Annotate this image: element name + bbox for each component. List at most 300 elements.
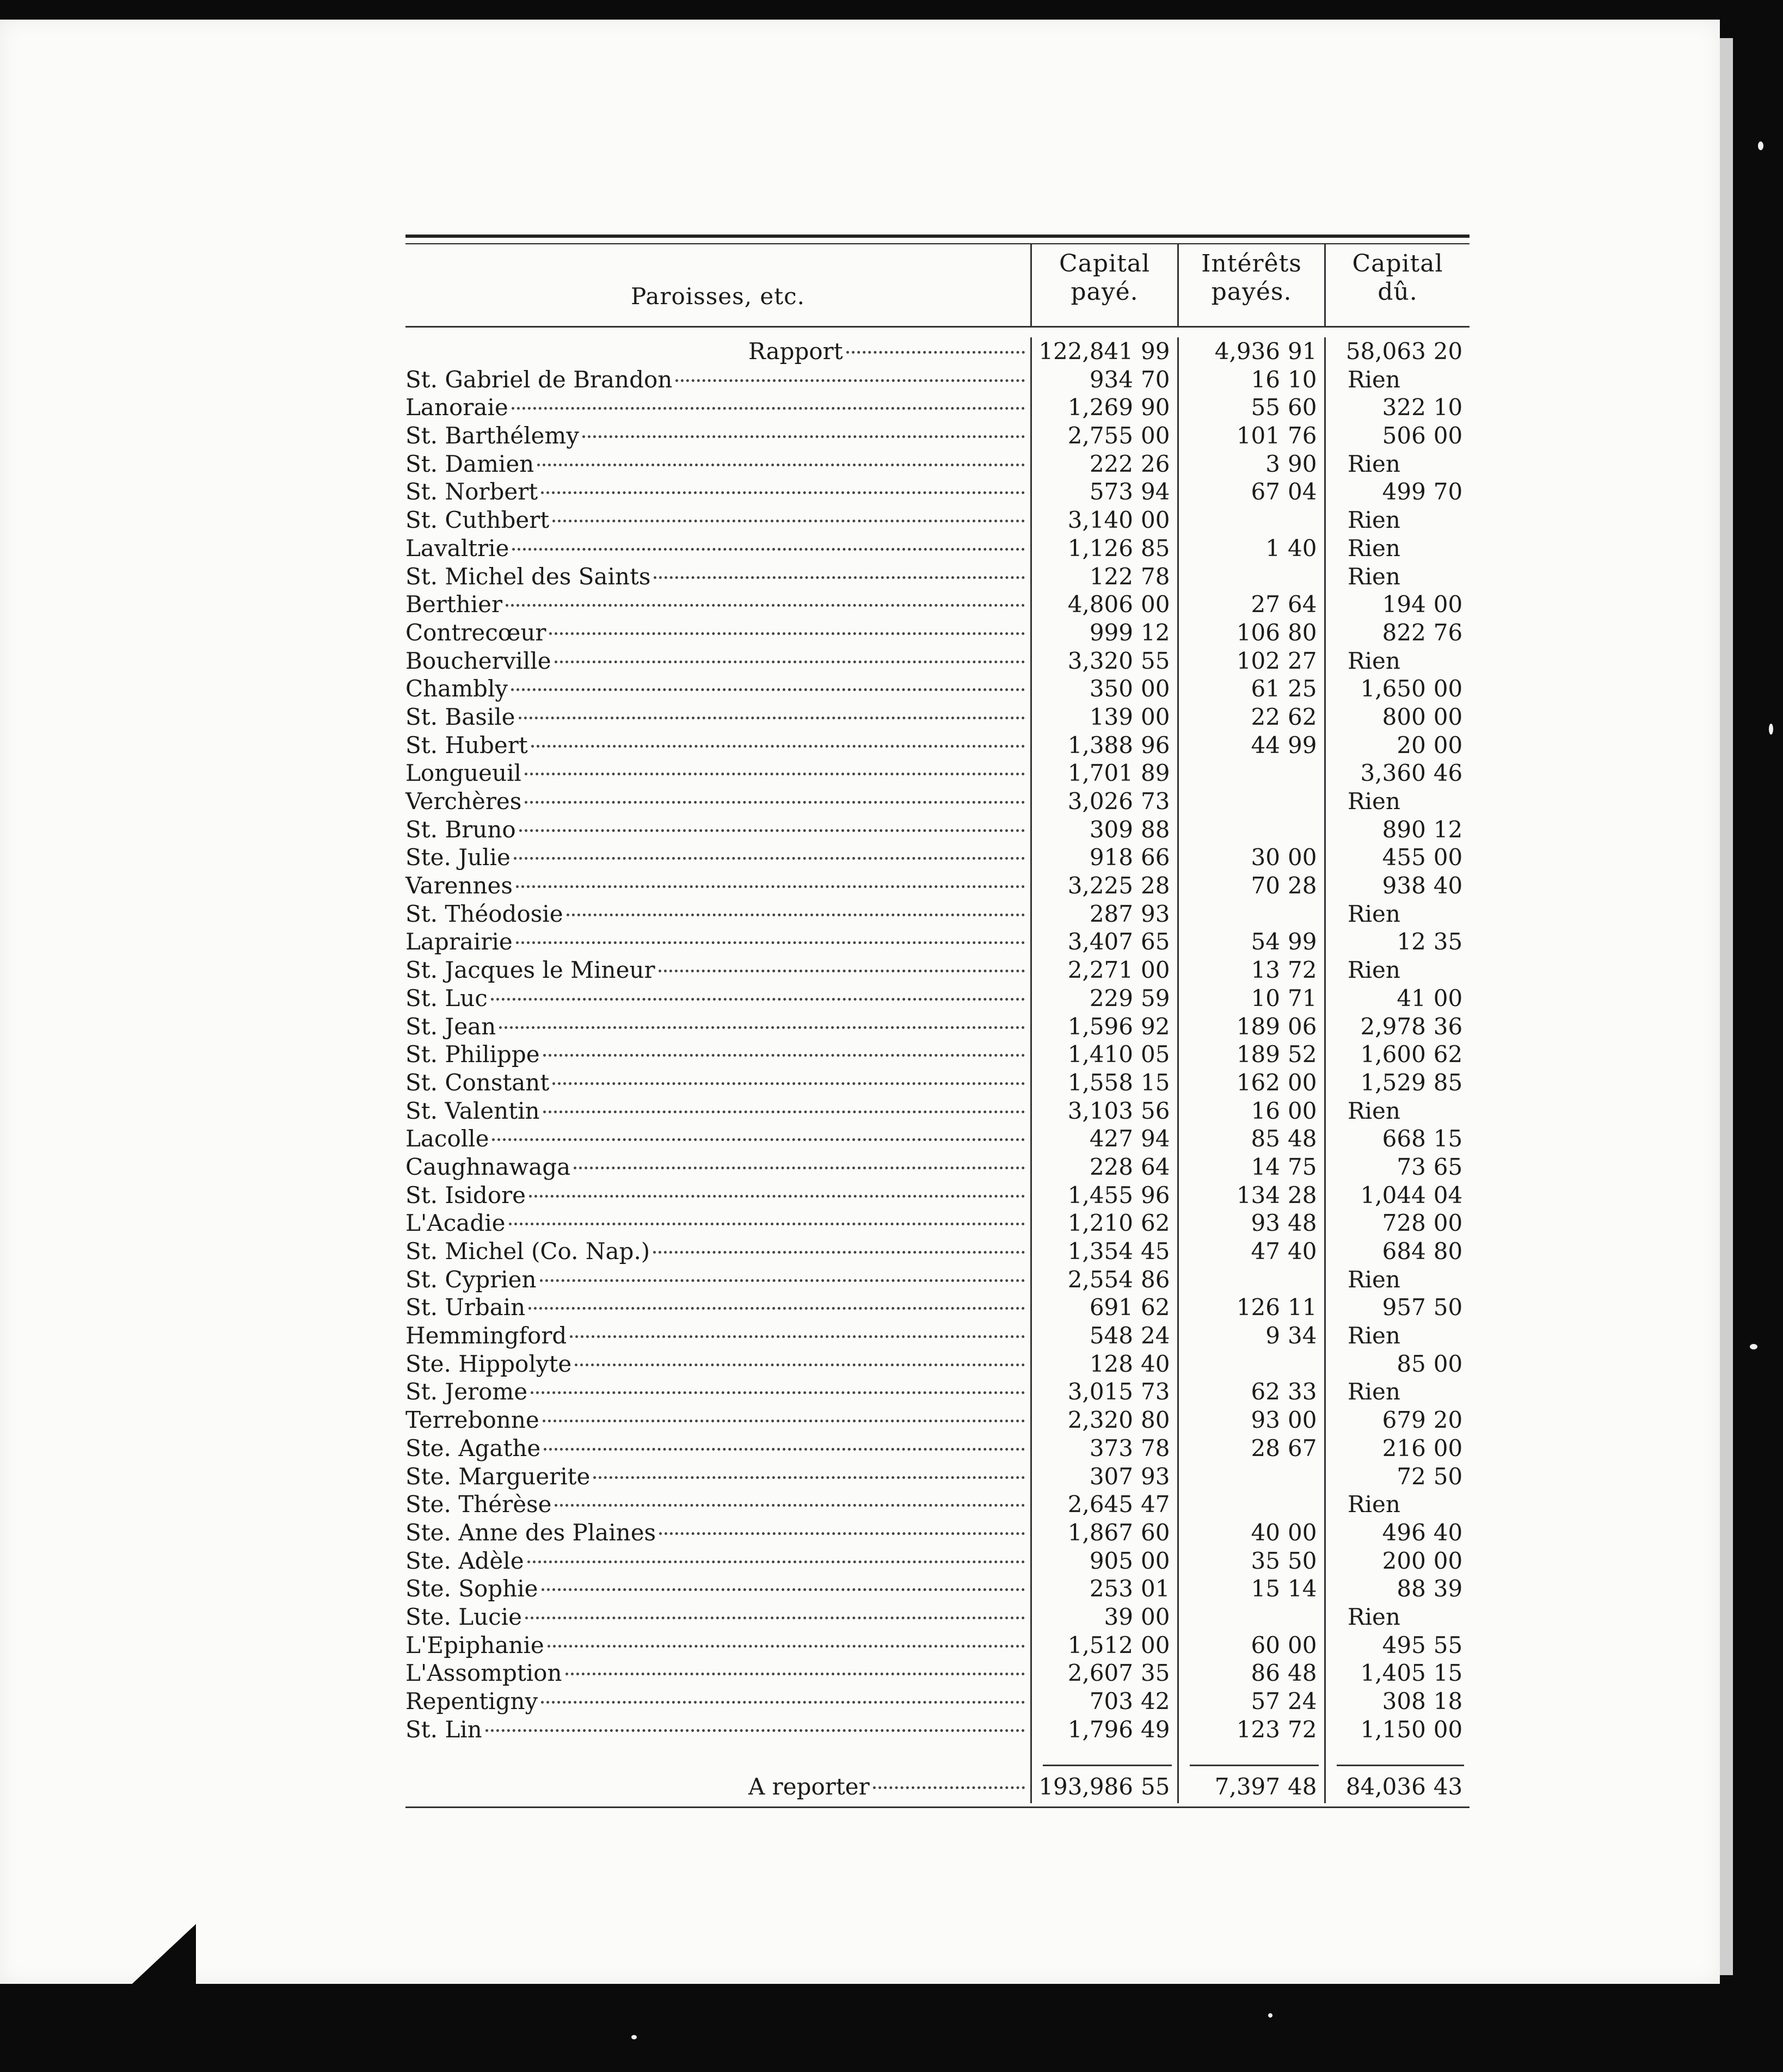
capital-paye-cell	[1030, 1153, 1177, 1181]
capital-paye-cell-cents: 45	[1141, 1238, 1170, 1265]
header-name-cell	[405, 244, 1030, 326]
capital-paye-cell	[1030, 1631, 1177, 1660]
interets-payes-cell	[1177, 1463, 1324, 1491]
parish-name-cell	[405, 1631, 1030, 1660]
total-capital-du-dollars: 84,036	[1345, 1773, 1426, 1800]
interets-payes-cell-dollars: 93	[1251, 1407, 1280, 1434]
capital-paye-cell-dollars: 287	[1089, 900, 1133, 927]
capital-du-cell-rien: Rien	[1348, 1266, 1400, 1293]
interets-payes-cell-dollars: 27	[1251, 591, 1280, 618]
capital-paye-cell-dollars: 373	[1089, 1434, 1133, 1461]
capital-paye-cell-dollars: 307	[1089, 1463, 1133, 1490]
capital-du-cell-cents: 00	[1433, 731, 1463, 758]
capital-paye-cell	[1030, 563, 1177, 591]
parish-name-cell	[405, 759, 1030, 787]
capital-paye-cell	[1030, 478, 1177, 506]
capital-du-cell-dollars: 495	[1382, 1631, 1426, 1658]
capital-du-cell-cents: 00	[1433, 1210, 1463, 1237]
capital-paye-cell	[1030, 843, 1177, 872]
capital-du-cell	[1324, 647, 1470, 675]
parish-name: Ste. Hippolyte	[405, 1350, 572, 1377]
interets-payes-cell	[1177, 1209, 1324, 1237]
capital-paye-cell-cents: 15	[1141, 1069, 1170, 1096]
parish-name: Laprairie	[405, 928, 513, 955]
capital-du-cell	[1324, 1490, 1470, 1519]
interets-payes-cell	[1177, 1490, 1324, 1519]
header-capital-paye-line2: payé.	[1071, 278, 1139, 306]
capital-du-cell-cents: 04	[1433, 1181, 1463, 1208]
sum-rule-interets	[1177, 1743, 1324, 1771]
parish-name: Ste. Anne des Plaines	[405, 1519, 656, 1546]
capital-paye-cell	[1030, 1322, 1177, 1350]
parish-name: St. Bruno	[405, 816, 516, 843]
table-row	[405, 759, 1470, 787]
parish-name: St. Jean	[405, 1013, 496, 1040]
parish-name-cell	[405, 843, 1030, 872]
capital-paye-cell	[1030, 1097, 1177, 1125]
interets-payes-cell	[1177, 1097, 1324, 1125]
interets-payes-cell	[1177, 1293, 1324, 1322]
parish-name: Terrebonne	[405, 1407, 539, 1434]
interets-payes-cell	[1177, 1406, 1324, 1434]
capital-du-cell	[1324, 1322, 1470, 1350]
capital-du-cell	[1324, 1125, 1470, 1153]
interets-payes-cell-dollars: 126	[1236, 1294, 1280, 1321]
interets-payes-cell-dollars: 54	[1251, 928, 1280, 955]
capital-paye-cell-dollars: 253	[1089, 1575, 1133, 1602]
header-capital-paye-cell	[1030, 244, 1177, 326]
capital-paye-cell	[1030, 675, 1177, 703]
interets-payes-cell-cents: 00	[1288, 1631, 1317, 1658]
capital-paye-cell-dollars: 128	[1089, 1350, 1133, 1377]
document-page	[0, 20, 1720, 1984]
capital-paye-cell-cents: 55	[1141, 647, 1170, 674]
capital-paye-cell-cents: 94	[1141, 1125, 1170, 1152]
capital-du-cell	[1324, 422, 1470, 450]
parish-name-cell	[405, 1125, 1030, 1153]
table-row	[405, 1463, 1470, 1491]
parish-name-cell	[405, 534, 1030, 563]
capital-du-cell-rien: Rien	[1348, 1603, 1400, 1630]
parish-name-cell	[405, 816, 1030, 844]
interets-payes-cell-dollars: 35	[1251, 1547, 1280, 1574]
capital-paye-cell	[1030, 1519, 1177, 1547]
table-row	[405, 393, 1470, 422]
capital-du-cell-cents: 00	[1433, 1716, 1463, 1743]
dot-leader	[675, 379, 1025, 382]
capital-du-cell-dollars: 88	[1397, 1575, 1426, 1602]
interets-payes-cell	[1177, 984, 1324, 1013]
capital-paye-cell	[1030, 1490, 1177, 1519]
capital-paye-cell-cents: 85	[1141, 534, 1170, 562]
capital-du-cell	[1324, 1463, 1470, 1491]
table-row	[405, 506, 1470, 534]
dot-leader	[543, 1054, 1025, 1057]
interets-payes-cell-dollars: 57	[1251, 1688, 1280, 1715]
capital-du-cell-cents: 00	[1433, 1350, 1463, 1377]
table-row	[405, 1490, 1470, 1519]
capital-du-cell-dollars: 684	[1382, 1238, 1426, 1265]
parish-name: L'Acadie	[405, 1210, 506, 1237]
capital-paye-cell-dollars: 918	[1089, 844, 1133, 871]
capital-du-cell	[1324, 1575, 1470, 1603]
capital-du-cell-dollars: 957	[1382, 1294, 1426, 1321]
header-capital-du-cell	[1324, 244, 1470, 326]
capital-paye-cell-dollars: 1,410	[1067, 1041, 1133, 1068]
capital-du-cell	[1324, 816, 1470, 844]
interets-payes-cell-dollars: 123	[1236, 1716, 1280, 1743]
dot-leader	[552, 520, 1025, 522]
rapport-capital-paye-cents: 99	[1141, 338, 1170, 365]
capital-paye-cell-dollars: 1,269	[1067, 394, 1133, 421]
capital-paye-cell	[1030, 1406, 1177, 1434]
dot-leader	[543, 1420, 1025, 1422]
film-speck	[1750, 1344, 1757, 1349]
parish-name: St. Isidore	[405, 1181, 526, 1208]
table-row	[405, 1040, 1470, 1069]
capital-paye-cell	[1030, 1237, 1177, 1266]
total-capital-du	[1324, 1771, 1470, 1803]
total-capital-paye-cents: 55	[1141, 1773, 1170, 1800]
capital-paye-cell-cents: 96	[1141, 1181, 1170, 1208]
interets-payes-cell-cents: 99	[1288, 928, 1317, 955]
parish-name: Ste. Julie	[405, 844, 511, 871]
header-capital-du	[1326, 244, 1470, 306]
interets-payes-cell	[1177, 928, 1324, 956]
table-row	[405, 534, 1470, 563]
parish-name-cell	[405, 619, 1030, 647]
parish-name-cell	[405, 1209, 1030, 1237]
dot-leader	[516, 941, 1025, 944]
dot-leader	[542, 1588, 1025, 1591]
dot-leader	[653, 1251, 1025, 1254]
table-row	[405, 1181, 1470, 1210]
capital-du-cell-dollars: 73	[1397, 1153, 1426, 1180]
capital-du-cell-rien: Rien	[1348, 1491, 1400, 1518]
header-paroisses: Paroisses, etc.	[630, 283, 806, 310]
header-interets-payes-cell	[1177, 244, 1324, 326]
capital-paye-cell-dollars: 3,026	[1067, 788, 1133, 815]
interets-payes-cell-cents: 40	[1288, 1238, 1317, 1265]
interets-payes-cell	[1177, 1716, 1324, 1744]
dot-leader	[499, 1026, 1025, 1029]
capital-du-cell-dollars: 1,600	[1360, 1041, 1426, 1068]
interets-payes-cell-dollars: 3	[1265, 450, 1280, 477]
capital-du-cell	[1324, 563, 1470, 591]
interets-payes-cell-cents: 75	[1288, 1153, 1317, 1180]
capital-du-cell-cents: 50	[1433, 1463, 1463, 1490]
interets-payes-cell	[1177, 393, 1324, 422]
capital-paye-cell-cents: 00	[1141, 675, 1170, 702]
parish-name-cell	[405, 1069, 1030, 1097]
interets-payes-cell	[1177, 731, 1324, 760]
capital-du-cell-dollars: 1,529	[1360, 1069, 1426, 1096]
capital-paye-cell-dollars: 3,140	[1067, 507, 1133, 534]
table-row	[405, 1406, 1470, 1434]
table-row	[405, 1434, 1470, 1463]
capital-du-cell	[1324, 900, 1470, 928]
capital-du-cell-dollars: 1,044	[1360, 1181, 1426, 1208]
dot-leader	[574, 1167, 1025, 1169]
capital-paye-cell-dollars: 2,554	[1067, 1266, 1133, 1293]
capital-du-cell	[1324, 1040, 1470, 1069]
interets-payes-cell-dollars: 62	[1251, 1378, 1280, 1405]
total-interets-dollars: 7,397	[1214, 1773, 1280, 1800]
table-row	[405, 956, 1470, 984]
parish-name: Longueuil	[405, 760, 521, 787]
parish-name-cell	[405, 647, 1030, 675]
parish-name: St. Michel (Co. Nap.)	[405, 1238, 650, 1265]
interets-payes-cell-cents: 00	[1288, 1407, 1317, 1434]
capital-du-cell-dollars: 1,150	[1360, 1716, 1426, 1743]
total-capital-du-cents: 43	[1433, 1773, 1463, 1800]
dot-leader	[567, 914, 1025, 916]
capital-paye-cell-cents: 66	[1141, 844, 1170, 871]
interets-payes-cell-dollars: 16	[1251, 1097, 1280, 1124]
capital-paye-cell	[1030, 1040, 1177, 1069]
interets-payes-cell-dollars: 14	[1251, 1153, 1280, 1180]
capital-paye-cell-cents: 28	[1141, 872, 1170, 899]
capital-du-cell-dollars: 668	[1382, 1125, 1426, 1152]
capital-paye-cell-cents: 96	[1141, 731, 1170, 758]
capital-du-cell-cents: 15	[1433, 1125, 1463, 1152]
table-row	[405, 1097, 1470, 1125]
capital-du-cell-cents: 00	[1433, 675, 1463, 702]
capital-paye-cell-cents: 00	[1141, 507, 1170, 534]
capital-du-cell-cents: 00	[1433, 422, 1463, 449]
interets-payes-cell-cents: 25	[1288, 675, 1317, 702]
interets-payes-cell	[1177, 534, 1324, 563]
dot-leader	[570, 1335, 1025, 1338]
dot-leader	[555, 661, 1025, 663]
parish-name-cell	[405, 1519, 1030, 1547]
capital-du-cell-cents: 20	[1433, 1407, 1463, 1434]
interets-payes-cell	[1177, 1153, 1324, 1181]
capital-du-cell-dollars: 1,650	[1360, 675, 1426, 702]
parish-name: Hemmingford	[405, 1322, 567, 1349]
interets-payes-cell-cents: 00	[1288, 1069, 1317, 1096]
capital-paye-cell-cents: 00	[1141, 957, 1170, 984]
parish-name: St. Constant	[405, 1069, 550, 1096]
interets-payes-cell-cents: 10	[1288, 366, 1317, 393]
capital-paye-cell-cents: 00	[1141, 1603, 1170, 1630]
interets-payes-cell-cents: 11	[1288, 1294, 1317, 1321]
parish-name-cell	[405, 506, 1030, 534]
interets-payes-cell-cents: 24	[1288, 1688, 1317, 1715]
parish-name-cell	[405, 900, 1030, 928]
table-row	[405, 1519, 1470, 1547]
interets-payes-cell-dollars: 85	[1251, 1125, 1280, 1152]
parish-name: St. Barthélemy	[405, 422, 579, 449]
parish-name-cell	[405, 1378, 1030, 1406]
capital-du-cell-rien: Rien	[1348, 366, 1400, 393]
capital-du-cell	[1324, 731, 1470, 760]
interets-payes-cell-cents: 48	[1288, 1125, 1317, 1152]
dot-leader	[525, 801, 1025, 804]
capital-paye-cell	[1030, 1378, 1177, 1406]
interets-payes-cell-dollars: 47	[1251, 1238, 1280, 1265]
capital-du-cell-cents: 55	[1433, 1631, 1463, 1658]
capital-du-cell	[1324, 590, 1470, 619]
capital-paye-cell-cents: 00	[1141, 703, 1170, 730]
parish-name-cell	[405, 1687, 1030, 1716]
capital-paye-cell-cents: 78	[1141, 563, 1170, 590]
interets-payes-cell-dollars: 61	[1251, 675, 1280, 702]
capital-paye-cell-cents: 88	[1141, 816, 1170, 843]
capital-paye-cell-dollars: 2,645	[1067, 1491, 1133, 1518]
total-row	[405, 1771, 1470, 1803]
capital-paye-cell	[1030, 1463, 1177, 1491]
capital-paye-cell-cents: 78	[1141, 1434, 1170, 1461]
capital-paye-cell-cents: 65	[1141, 928, 1170, 955]
interets-payes-cell-dollars: 93	[1251, 1210, 1280, 1237]
capital-paye-cell-cents: 89	[1141, 760, 1170, 787]
parish-name-cell	[405, 1603, 1030, 1631]
capital-du-cell-dollars: 12	[1397, 928, 1426, 955]
capital-paye-cell	[1030, 1350, 1177, 1378]
capital-du-cell	[1324, 1013, 1470, 1041]
dot-leader	[541, 491, 1025, 494]
rapport-interets-cents: 91	[1288, 338, 1317, 365]
table-row	[405, 1013, 1470, 1041]
capital-du-cell	[1324, 1293, 1470, 1322]
parish-name: St. Norbert	[405, 478, 538, 505]
parish-name: St. Philippe	[405, 1041, 540, 1068]
parish-name-cell	[405, 1097, 1030, 1125]
capital-du-cell-cents: 40	[1433, 872, 1463, 899]
capital-paye-cell-cents: 00	[1141, 422, 1170, 449]
capital-du-cell-cents: 35	[1433, 928, 1463, 955]
capital-du-cell-dollars: 455	[1382, 844, 1426, 871]
capital-du-cell-rien: Rien	[1348, 450, 1400, 477]
capital-paye-cell-cents: 73	[1141, 1378, 1170, 1405]
dot-leader	[537, 464, 1025, 466]
parish-name: St. Gabriel de Brandon	[405, 366, 673, 393]
capital-paye-cell-cents: 40	[1141, 1350, 1170, 1377]
ledger-body	[405, 328, 1470, 1743]
table-row	[405, 984, 1470, 1013]
capital-du-cell-cents: 00	[1433, 703, 1463, 730]
interets-payes-cell	[1177, 843, 1324, 872]
parish-name: Lanoraie	[405, 394, 508, 421]
parish-name-cell	[405, 1716, 1030, 1744]
dot-leader	[531, 1391, 1025, 1394]
table-row	[405, 478, 1470, 506]
capital-paye-cell	[1030, 1266, 1177, 1294]
parish-name-cell	[405, 1575, 1030, 1603]
parish-name-cell	[405, 1434, 1030, 1463]
dot-leader	[846, 351, 1025, 354]
capital-du-cell-dollars: 800	[1382, 703, 1426, 730]
interets-payes-cell	[1177, 366, 1324, 394]
capital-paye-cell	[1030, 1125, 1177, 1153]
capital-paye-cell-dollars: 2,607	[1067, 1660, 1133, 1687]
interets-payes-cell	[1177, 900, 1324, 928]
table-row	[405, 1209, 1470, 1237]
table-row	[405, 1659, 1470, 1687]
header-interets-line1: Intérêts	[1201, 250, 1302, 278]
interets-payes-cell	[1177, 703, 1324, 731]
header-interets-payes	[1179, 244, 1324, 306]
dot-leader	[540, 1279, 1025, 1282]
interets-payes-cell-cents: 72	[1288, 1716, 1317, 1743]
interets-payes-cell	[1177, 1603, 1324, 1631]
capital-du-cell-cents: 00	[1433, 1547, 1463, 1574]
capital-paye-cell	[1030, 900, 1177, 928]
capital-paye-cell-cents: 73	[1141, 788, 1170, 815]
dot-leader	[531, 745, 1025, 748]
capital-du-cell-rien: Rien	[1348, 1322, 1400, 1349]
total-interets-payes	[1177, 1771, 1324, 1803]
dot-leader	[509, 1223, 1025, 1225]
parish-name: Repentigny	[405, 1688, 538, 1715]
capital-paye-cell	[1030, 731, 1177, 760]
interets-payes-cell-cents: 34	[1288, 1322, 1317, 1349]
interets-payes-cell	[1177, 478, 1324, 506]
dot-leader	[527, 1561, 1025, 1563]
parish-name-cell	[405, 1293, 1030, 1322]
capital-du-cell-cents: 46	[1433, 760, 1463, 787]
table-row	[405, 1125, 1470, 1153]
interets-payes-cell	[1177, 1659, 1324, 1687]
table-row	[405, 422, 1470, 450]
parish-name: Lavaltrie	[405, 534, 509, 562]
capital-du-cell-dollars: 822	[1382, 619, 1426, 646]
table-row	[405, 450, 1470, 478]
capital-paye-cell-cents: 47	[1141, 1491, 1170, 1518]
capital-du-cell	[1324, 534, 1470, 563]
interets-payes-cell-cents: 67	[1288, 1434, 1317, 1461]
capital-paye-cell-cents: 05	[1141, 1041, 1170, 1068]
dot-leader	[575, 1364, 1025, 1366]
dot-leader	[548, 1645, 1025, 1648]
table-row	[405, 787, 1470, 816]
interets-payes-cell	[1177, 1547, 1324, 1575]
capital-paye-cell	[1030, 1659, 1177, 1687]
capital-paye-cell-cents: 62	[1141, 1294, 1170, 1321]
capital-paye-cell	[1030, 1069, 1177, 1097]
capital-du-cell-cents: 70	[1433, 478, 1463, 505]
interets-payes-cell-cents: 76	[1288, 422, 1317, 449]
capital-paye-cell-dollars: 3,103	[1067, 1097, 1133, 1124]
capital-paye-cell-dollars: 1,558	[1067, 1069, 1133, 1096]
capital-du-cell-rien: Rien	[1348, 563, 1400, 590]
capital-paye-cell-dollars: 4,806	[1067, 591, 1133, 618]
capital-du-cell	[1324, 675, 1470, 703]
table-row	[405, 1350, 1470, 1378]
capital-paye-cell-dollars: 39	[1104, 1603, 1133, 1630]
capital-paye-cell-cents: 42	[1141, 1688, 1170, 1715]
parish-name: Contrecœur	[405, 619, 546, 646]
interets-payes-cell-dollars: 1	[1265, 534, 1280, 562]
dot-leader	[654, 576, 1025, 579]
parish-name-cell	[405, 675, 1030, 703]
parish-name: St. Basile	[405, 703, 515, 730]
capital-du-cell-cents: 62	[1433, 1041, 1463, 1068]
interets-payes-cell	[1177, 1013, 1324, 1041]
interets-payes-cell-dollars: 70	[1251, 872, 1280, 899]
table-row	[405, 366, 1470, 394]
interets-payes-cell-cents: 00	[1288, 844, 1317, 871]
film-speck	[1769, 724, 1773, 735]
parish-name: Ste. Thérèse	[405, 1491, 552, 1518]
table-row	[405, 900, 1470, 928]
capital-paye-cell	[1030, 1575, 1177, 1603]
capital-du-cell	[1324, 478, 1470, 506]
interets-payes-cell	[1177, 956, 1324, 984]
capital-paye-cell	[1030, 1013, 1177, 1041]
capital-du-cell	[1324, 1209, 1470, 1237]
